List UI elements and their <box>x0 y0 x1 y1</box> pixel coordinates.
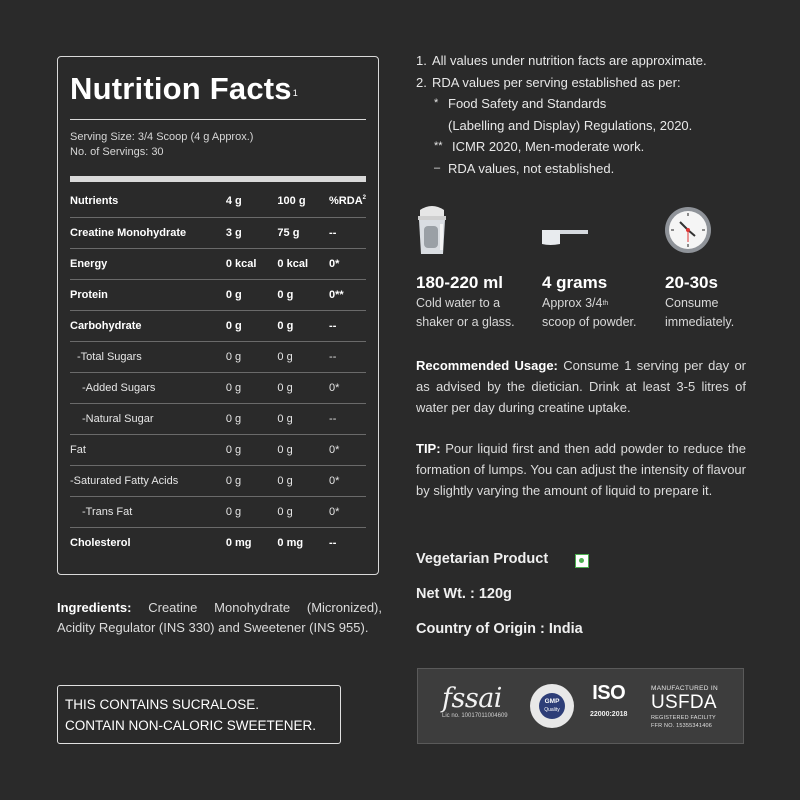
table-row <box>70 527 366 558</box>
water-amount: 180-220 ml <box>416 273 503 292</box>
nutrition-facts-panel <box>57 56 379 575</box>
note-2-star: * Food Safety and Standards <box>434 96 607 111</box>
header-100g: 100 g <box>277 186 329 217</box>
value-rda: 0* <box>329 465 366 496</box>
thick-divider <box>70 176 366 182</box>
serving-info <box>70 130 366 160</box>
value-rda: -- <box>329 341 366 372</box>
value-4g: 0 g <box>226 403 278 434</box>
value-4g: 0 g <box>226 279 278 310</box>
usfda-badge: MANUFACTURED IN USFDA REGISTERED FACILITY FFR NO. 15355341406 <box>651 685 718 729</box>
gmp-badge-icon: GMP Quality <box>530 684 574 728</box>
header-4g: 4 g <box>226 186 278 217</box>
value-rda: -- <box>329 403 366 434</box>
value-100g: 0 kcal <box>277 248 329 279</box>
veg-mark-icon <box>575 554 589 568</box>
value-rda: 0** <box>329 279 366 310</box>
value-100g: 0 g <box>277 372 329 403</box>
certifications-box <box>417 668 744 744</box>
table-header-row <box>70 186 366 217</box>
tip-text: TIP: Pour liquid first and then add powder to reduce the formation of lumps. You can adjust the intensity of flavour by slightly varying the amount of liquid to prepare it. <box>416 441 746 498</box>
fssai-logo: fssai Lic no. 10017011004609 <box>442 683 508 719</box>
clock-icon <box>664 206 712 259</box>
value-rda: -- <box>329 217 366 248</box>
value-4g: 0 kcal <box>226 248 278 279</box>
value-100g: 0 g <box>277 434 329 465</box>
net-weight: Net Wt. : 120g <box>416 586 512 602</box>
nutrient-name: -Total Sugars <box>70 341 226 372</box>
recommended-usage: Recommended Usage: Consume 1 serving per day or as advised by the dietician. Drink at least 3-5 litres of water per day during creatine uptake. <box>416 358 746 415</box>
table-row <box>70 217 366 248</box>
nutrient-name: Carbohydrate <box>70 310 226 341</box>
value-100g: 0 g <box>277 496 329 527</box>
value-100g: 0 g <box>277 279 329 310</box>
table-row <box>70 465 366 496</box>
powder-desc: Approx 3/4th scoop of powder. <box>542 296 637 329</box>
shaker-icon <box>414 204 450 261</box>
note-2: 2. RDA values per serving established as per: <box>416 74 681 90</box>
value-4g: 3 g <box>226 217 278 248</box>
serving-size: Serving Size: 3/4 Scoop (4 g Approx.) <box>70 131 254 143</box>
value-100g: 0 g <box>277 403 329 434</box>
nutrition-table <box>70 186 366 558</box>
note-2-star-cont: (Labelling and Display) Regulations, 2020. <box>448 117 693 133</box>
value-4g: 0 mg <box>225 536 252 549</box>
table-row <box>70 341 366 372</box>
servings-count: No. of Servings: 30 <box>70 146 164 158</box>
value-rda: -- <box>329 310 366 341</box>
nutrient-name: Protein <box>70 279 226 310</box>
water-desc: Cold water to a shaker or a glass. <box>416 296 515 329</box>
fssai-license: Lic no. 10017011004609 <box>442 713 508 719</box>
nutrient-name: -Added Sugars <box>70 372 226 403</box>
scoop-icon <box>540 226 590 253</box>
table-row <box>70 403 366 434</box>
value-4g: 0 g <box>226 465 278 496</box>
nutrient-name: Creatine Monohydrate <box>70 217 226 248</box>
note-2-dash: – RDA values, not established. <box>434 160 615 176</box>
divider <box>70 119 366 120</box>
table-row <box>70 496 366 527</box>
vegetarian-label: Vegetarian Product <box>416 551 549 567</box>
table-row <box>70 248 366 279</box>
powder-amount: 4 grams <box>542 273 608 292</box>
table-row <box>70 279 366 310</box>
iso-badge: ISO 22000:2018 <box>590 682 628 718</box>
value-4g: 0 g <box>226 372 278 403</box>
value-100g: 0 g <box>277 310 329 341</box>
ingredients-text: Ingredients: Creatine Monohydrate (Micronized), Acidity Regulator (INS 330) and Sweetener (INS 955). <box>57 600 382 635</box>
table-row <box>70 310 366 341</box>
value-rda: 0* <box>329 248 366 279</box>
value-100g: 0 mg <box>277 536 304 549</box>
value-rda: 0* <box>329 434 366 465</box>
nutrition-title: Nutrition Facts$^1$ <box>70 71 298 106</box>
table-row <box>70 434 366 465</box>
note-1: 1. All values under nutrition facts are approximate. <box>416 53 707 68</box>
country-of-origin: Country of Origin : India <box>416 621 583 637</box>
nutrient-name: Cholesterol <box>70 536 131 549</box>
warning-line-1: THIS CONTAINS SUCRALOSE. <box>65 697 260 712</box>
nutrient-name: -Saturated Fatty Acids <box>70 465 226 496</box>
sucralose-warning <box>57 685 341 744</box>
value-4g: 0 g <box>226 310 278 341</box>
value-4g: 0 g <box>226 341 278 372</box>
value-rda: 0* <box>329 372 366 403</box>
value-100g: 0 g <box>277 341 329 372</box>
value-100g: 75 g <box>277 217 329 248</box>
nutrient-name: -Natural Sugar <box>70 403 226 434</box>
value-4g: 0 g <box>226 496 278 527</box>
note-2-doublestar: ** ICMR 2020, Men-moderate work. <box>434 139 645 154</box>
table-row <box>70 372 366 403</box>
header-nutrients: Nutrients <box>70 186 226 217</box>
nutrient-name: Fat <box>70 434 226 465</box>
value-rda: 0* <box>329 496 366 527</box>
nutrient-name: Energy <box>70 248 226 279</box>
value-100g: 0 g <box>277 465 329 496</box>
header-rda: %RDA$^2$ <box>329 186 366 217</box>
time-amount: 20-30s <box>665 273 718 292</box>
value-4g: 0 g <box>226 434 278 465</box>
time-desc: Consume immediately. <box>665 296 735 329</box>
nutrient-name: -Trans Fat <box>70 496 226 527</box>
footnotes <box>416 50 756 179</box>
value-rda: -- <box>329 536 337 549</box>
warning-line-2: CONTAIN NON-CALORIC SWEETENER. <box>65 718 317 733</box>
